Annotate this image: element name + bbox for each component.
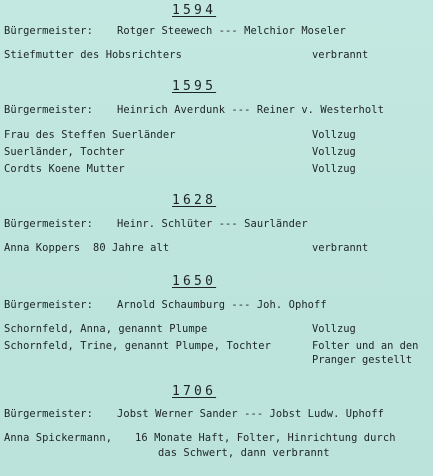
mayor-names: Heinr. Schlüter --- Saurländer — [117, 218, 308, 230]
entry-status: Vollzug — [312, 129, 356, 141]
mayor-names: Jobst Werner Sander --- Jobst Ludw. Uphoff — [117, 408, 384, 420]
mayor-names: Rotger Steewech --- Melchior Moseler — [117, 25, 346, 37]
mayor-label: Bürgermeister: — [4, 104, 93, 116]
entry-name: Schornfeld, Trine, genannt Plumpe, Tochter — [4, 340, 271, 352]
mayor-names: Arnold Schaumburg --- Joh. Ophoff — [117, 299, 327, 311]
mayor-label: Bürgermeister: — [4, 299, 93, 311]
entry-name: Cordts Koene Mutter — [4, 163, 125, 175]
mayor-names: Heinrich Averdunk --- Reiner v. Westerholt — [117, 104, 384, 116]
entry-status: verbrannt — [312, 242, 369, 254]
entry-detail: 16 Monate Haft, Folter, Hinrichtung durch — [135, 432, 396, 444]
mayor-label: Bürgermeister: — [4, 25, 93, 37]
mayor-label: Bürgermeister: — [4, 408, 93, 420]
entry-status: Vollzug — [312, 163, 356, 175]
entry-name: Schornfeld, Anna, genannt Plumpe — [4, 323, 208, 335]
year-heading: 1706 — [172, 384, 217, 399]
entry-status: Vollzug — [312, 146, 356, 158]
entry-status: Vollzug — [312, 323, 356, 335]
entry-status: verbrannt — [312, 49, 369, 61]
entry-name: Anna Koppers 80 Jahre alt — [4, 242, 170, 254]
mayor-label: Bürgermeister: — [4, 218, 93, 230]
year-heading: 1595 — [172, 79, 217, 94]
entry-status: Folter und an den — [312, 340, 419, 352]
entry-name: Suerländer, Tochter — [4, 146, 125, 158]
entry-name: Stiefmutter des Hobsrichters — [4, 49, 182, 61]
year-heading: 1594 — [172, 3, 217, 18]
entry-name: Anna Spickermann, — [4, 432, 113, 444]
entry-name: Frau des Steffen Suerländer — [4, 129, 176, 141]
entry-status: Pranger gestellt — [312, 354, 413, 366]
year-heading: 1628 — [172, 193, 217, 208]
year-heading: 1650 — [172, 274, 217, 289]
entry-detail: das Schwert, dann verbrannt — [158, 447, 330, 459]
